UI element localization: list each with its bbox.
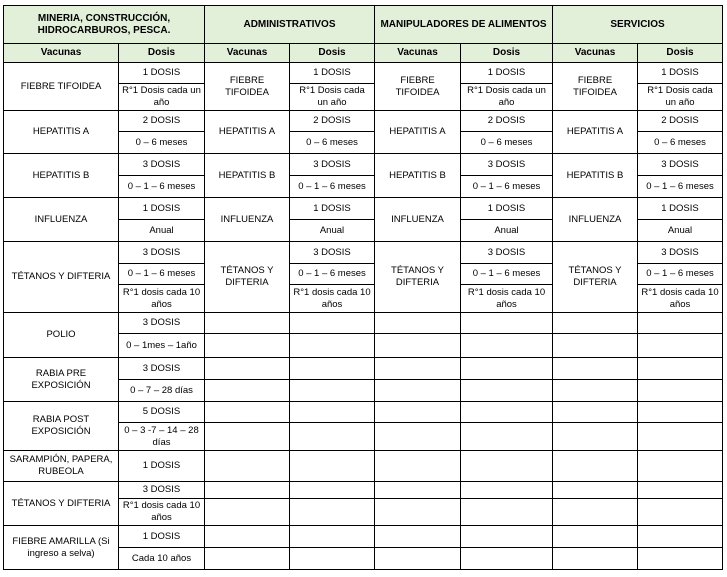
dose-cell: 0 – 1 – 6 meses [638, 264, 723, 285]
empty-cell [290, 402, 375, 423]
empty-cell [205, 380, 290, 402]
empty-cell [553, 548, 638, 570]
dose-cell: Anual [119, 220, 205, 242]
dose-cell: 3 DOSIS [119, 242, 205, 264]
vaccine-name-cell: TÉTANOS Y DIFTERIA [205, 242, 290, 313]
column-header-dosis: Dosis [638, 44, 723, 63]
dose-cell: R°1 dosis cada 10 años [119, 285, 205, 313]
empty-cell [638, 451, 723, 482]
sector-header-mineria: MINERIA, CONSTRUCCIÓN, HIDROCARBUROS, PESCA. [4, 6, 205, 44]
empty-cell [461, 402, 553, 423]
dose-cell: 3 DOSIS [290, 242, 375, 264]
column-header-dosis: Dosis [461, 44, 553, 63]
vaccination-table [3, 5, 723, 570]
empty-cell [290, 499, 375, 526]
empty-cell [638, 358, 723, 380]
dose-cell: R°1 dosis cada 10 años [461, 285, 553, 313]
empty-cell [205, 402, 290, 423]
empty-cell [461, 526, 553, 548]
dose-cell: 2 DOSIS [119, 111, 205, 132]
sector-header-administrativos: ADMINISTRATIVOS [205, 6, 375, 44]
dose-cell: 0 – 6 meses [461, 132, 553, 154]
empty-cell [553, 334, 638, 358]
empty-cell [461, 499, 553, 526]
empty-cell [375, 482, 461, 499]
vaccine-name-cell: TÉTANOS Y DIFTERIA [375, 242, 461, 313]
empty-cell [290, 526, 375, 548]
dose-cell: R°1 dosis cada 10 años [290, 285, 375, 313]
dose-cell: 1 DOSIS [461, 63, 553, 84]
dose-cell: 0 – 3 -7 – 14 – 28 días [119, 423, 205, 451]
empty-cell [290, 334, 375, 358]
empty-cell [553, 482, 638, 499]
dose-cell: 3 DOSIS [119, 482, 205, 499]
dose-cell: 0 – 1 – 6 meses [290, 264, 375, 285]
empty-cell [205, 499, 290, 526]
empty-cell [205, 451, 290, 482]
empty-cell [461, 358, 553, 380]
column-header-vacunas: Vacunas [375, 44, 461, 63]
vaccine-name-cell: FIEBRE AMARILLA (Si ingreso a selva) [4, 526, 119, 570]
empty-cell [638, 380, 723, 402]
dose-cell: 0 – 1 – 6 meses [461, 264, 553, 285]
empty-cell [461, 482, 553, 499]
dose-cell: 1 DOSIS [119, 526, 205, 548]
dose-cell: 3 DOSIS [461, 242, 553, 264]
dose-cell: 2 DOSIS [461, 111, 553, 132]
empty-cell [205, 334, 290, 358]
empty-cell [638, 499, 723, 526]
empty-cell [553, 380, 638, 402]
empty-cell [205, 548, 290, 570]
vaccine-name-cell: HEPATITIS B [4, 154, 119, 198]
empty-cell [638, 548, 723, 570]
dose-cell: 2 DOSIS [638, 111, 723, 132]
empty-cell [638, 313, 723, 334]
dose-cell: 1 DOSIS [638, 198, 723, 220]
empty-cell [375, 402, 461, 423]
dose-cell: 3 DOSIS [119, 313, 205, 334]
column-header-vacunas: Vacunas [553, 44, 638, 63]
dose-cell: Anual [290, 220, 375, 242]
vaccine-name-cell: HEPATITIS A [4, 111, 119, 154]
sector-header-servicios: SERVICIOS [553, 6, 723, 44]
empty-cell [375, 548, 461, 570]
empty-cell [290, 451, 375, 482]
dose-cell: 1 DOSIS [119, 198, 205, 220]
empty-cell [375, 358, 461, 380]
dose-cell: 1 DOSIS [290, 63, 375, 84]
dose-cell: 0 – 6 meses [290, 132, 375, 154]
column-header-dosis: Dosis [290, 44, 375, 63]
dose-cell: R°1 dosis cada 10 años [119, 499, 205, 526]
vaccine-name-cell: TÉTANOS Y DIFTERIA [553, 242, 638, 313]
empty-cell [461, 313, 553, 334]
vaccine-name-cell: HEPATITIS A [205, 111, 290, 154]
column-header-vacunas: Vacunas [205, 44, 290, 63]
empty-cell [290, 548, 375, 570]
dose-cell: 0 – 1 – 6 meses [461, 176, 553, 198]
vaccine-name-cell: HEPATITIS B [553, 154, 638, 198]
vaccine-name-cell: SARAMPIÓN, PAPERA, RUBEOLA [4, 451, 119, 482]
empty-cell [638, 423, 723, 451]
empty-cell [290, 313, 375, 334]
empty-cell [638, 402, 723, 423]
vaccine-name-cell: RABIA PRE EXPOSICIÓN [4, 358, 119, 402]
dose-cell: Anual [461, 220, 553, 242]
dose-cell: 0 – 7 – 28 días [119, 380, 205, 402]
dose-cell: 3 DOSIS [119, 154, 205, 176]
dose-cell: 0 – 6 meses [638, 132, 723, 154]
dose-cell: 3 DOSIS [461, 154, 553, 176]
vaccine-name-cell: FIEBRE TIFOIDEA [553, 63, 638, 111]
dose-cell: R°1 Dosis cada un año [461, 84, 553, 111]
vaccine-name-cell: TÉTANOS Y DIFTERIA [4, 242, 119, 313]
empty-cell [553, 358, 638, 380]
empty-cell [553, 423, 638, 451]
dose-cell: 1 DOSIS [119, 63, 205, 84]
empty-cell [553, 313, 638, 334]
dose-cell: 0 – 1mes – 1año [119, 334, 205, 358]
empty-cell [461, 380, 553, 402]
dose-cell: 3 DOSIS [119, 358, 205, 380]
dose-cell: 1 DOSIS [461, 198, 553, 220]
empty-cell [375, 380, 461, 402]
empty-cell [375, 313, 461, 334]
vaccine-name-cell: HEPATITIS A [553, 111, 638, 154]
empty-cell [553, 402, 638, 423]
empty-cell [290, 358, 375, 380]
empty-cell [205, 313, 290, 334]
empty-cell [290, 482, 375, 499]
vaccine-name-cell: FIEBRE TIFOIDEA [4, 63, 119, 111]
column-header-vacunas: Vacunas [4, 44, 119, 63]
vaccine-name-cell: INFLUENZA [4, 198, 119, 242]
dose-cell: R°1 Dosis cada un año [119, 84, 205, 111]
empty-cell [205, 358, 290, 380]
empty-cell [461, 451, 553, 482]
vaccine-name-cell: INFLUENZA [553, 198, 638, 242]
vaccine-name-cell: HEPATITIS B [375, 154, 461, 198]
empty-cell [205, 482, 290, 499]
dose-cell: 3 DOSIS [638, 154, 723, 176]
dose-cell: 1 DOSIS [638, 63, 723, 84]
dose-cell: 0 – 1 – 6 meses [119, 176, 205, 198]
empty-cell [553, 499, 638, 526]
dose-cell: 0 – 1 – 6 meses [290, 176, 375, 198]
empty-cell [638, 334, 723, 358]
dose-cell: 3 DOSIS [638, 242, 723, 264]
vaccine-name-cell: HEPATITIS B [205, 154, 290, 198]
vaccine-name-cell: TÉTANOS Y DIFTERIA [4, 482, 119, 526]
dose-cell: 2 DOSIS [290, 111, 375, 132]
vaccine-name-cell: POLIO [4, 313, 119, 358]
empty-cell [461, 334, 553, 358]
dose-cell: Cada 10 años [119, 548, 205, 570]
dose-cell: 0 – 1 – 6 meses [119, 264, 205, 285]
dose-cell: 0 – 1 – 6 meses [638, 176, 723, 198]
empty-cell [638, 526, 723, 548]
vaccine-name-cell: INFLUENZA [375, 198, 461, 242]
empty-cell [290, 423, 375, 451]
empty-cell [205, 526, 290, 548]
empty-cell [461, 548, 553, 570]
sector-header-manipuladores: MANIPULADORES DE ALIMENTOS [375, 6, 553, 44]
vaccine-name-cell: FIEBRE TIFOIDEA [375, 63, 461, 111]
dose-cell: 1 DOSIS [119, 451, 205, 482]
empty-cell [205, 423, 290, 451]
vaccine-name-cell: INFLUENZA [205, 198, 290, 242]
empty-cell [375, 334, 461, 358]
empty-cell [638, 482, 723, 499]
dose-cell: Anual [638, 220, 723, 242]
dose-cell: 5 DOSIS [119, 402, 205, 423]
vaccine-name-cell: HEPATITIS A [375, 111, 461, 154]
empty-cell [375, 499, 461, 526]
dose-cell: R°1 Dosis cada un año [290, 84, 375, 111]
empty-cell [375, 526, 461, 548]
empty-cell [553, 451, 638, 482]
empty-cell [553, 526, 638, 548]
empty-cell [290, 380, 375, 402]
vaccine-name-cell: FIEBRE TIFOIDEA [205, 63, 290, 111]
dose-cell: R°1 Dosis cada un año [638, 84, 723, 111]
empty-cell [461, 423, 553, 451]
dose-cell: R°1 dosis cada 10 años [638, 285, 723, 313]
dose-cell: 3 DOSIS [290, 154, 375, 176]
column-header-dosis: Dosis [119, 44, 205, 63]
vaccine-name-cell: RABIA POST EXPOSICIÓN [4, 402, 119, 451]
dose-cell: 1 DOSIS [290, 198, 375, 220]
empty-cell [375, 451, 461, 482]
empty-cell [375, 423, 461, 451]
dose-cell: 0 – 6 meses [119, 132, 205, 154]
